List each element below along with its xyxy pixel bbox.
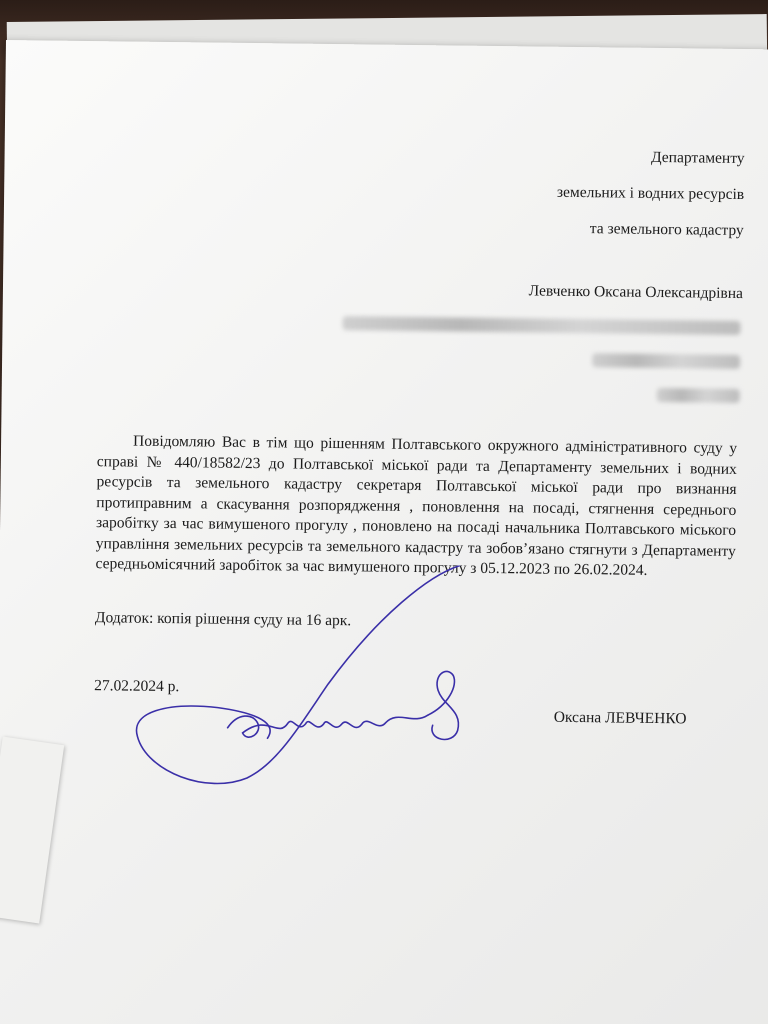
signer-name: Оксана ЛЕВЧЕНКО [553, 708, 687, 728]
redacted-phone [592, 353, 740, 369]
recipient-line-1: Департаменту [650, 148, 745, 168]
recipient-line-3: та земельного кадастру [589, 220, 744, 240]
sender-name: Левченко Оксана Олександрівна [528, 282, 744, 303]
letter-date: 27.02.2024 р. [94, 677, 180, 696]
redacted-email [657, 388, 740, 403]
handwritten-signature [127, 562, 510, 807]
letter-body: Повідомляю Вас в тім що рішенням Полтавського окружного адміністративного суду у справі № 440/18582/23 до Полтавської міської ради та Департаменту земельних і водних ресурсів та земельного кадастру секретаря Полтавської міської ради про визнання протиправним а скасування розпорядження , поновлення на посаді, стягнення середнього заробітку за час вимушеного прогулу , поновлено на посаді начальника Полтавського міського управління земельних ресурсів та земельного кадастру та зобов’язано стягнути з Департаменту середньомісячний заробіток за час вимушеного прогулу з 05.12.2023 по 26.02.2024. [95, 432, 738, 579]
letter-page [0, 40, 768, 1024]
recipient-block [556, 139, 745, 249]
redacted-address [342, 316, 740, 335]
attachment-line: Додаток: копія рішення суду на 16 арк. [94, 609, 352, 630]
recipient-line-2: земельних і водних ресурсів [556, 183, 745, 204]
